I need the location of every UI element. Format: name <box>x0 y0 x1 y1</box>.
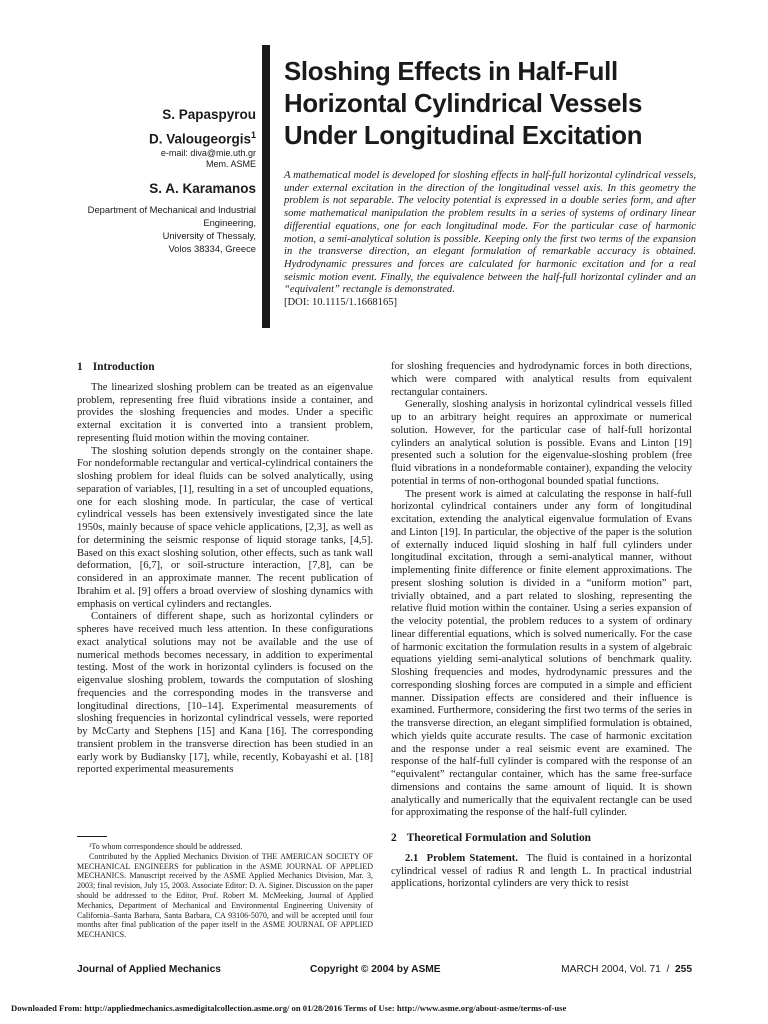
subsection-text: The fluid is contained in a horizontal cylindrical vessel of radius R and length L. In practical industrial applications, horizontal cylinders are very thick to resist <box>391 852 692 890</box>
footnote: Contributed by the Applied Mechanics Division of THE AMERICAN SOCIETY OF MECHANICAL ENGINEERS for publication in the ASME JOURNAL OF APPLIED MECHANICS. Manuscript received by the ASME Applied Mechanics Division, Mar. 3, 2003; final revision, July 15, 2003. Associate Editor: D. A. Siginer. Discussion on the paper should be addressed to the Editor, Prof. Robert M. McMeeking, Journal of Applied Mechanics, Department of Mechanical and Environmental Engineering University of California–Santa Barbara, Santa Barbara, CA 93106-5070, and will be accepted until four months after final publication of the paper itself in the ASME JOURNAL OF APPLIED MECHANICS. <box>77 851 373 940</box>
section-heading <box>391 832 692 845</box>
abstract <box>284 170 696 310</box>
footer-journal: Journal of Applied Mechanics <box>77 964 221 975</box>
paragraph: Containers of different shape, such as horizontal cylinders or spheres have received much less attention. In these configurations exact analytical solutions may not be available and the use of numerical methods becomes necessary, in addition to experimental testing. Most of the work in horizontal cylinders is focused on the eigenvalue sloshing problem, towards the computation of sloshing frequencies and the corresponding modes in the transverse and longitudinal directions, [10–14]. Experimental measurements of sloshing frequencies in horizontal cylindrical vessels, were reported by McCarty and Stephens [15] and Kana [16]. The corresponding transient problem in the transverse direction has been studied in an early work by Budiansky [17], while, recently, Kobayashi et al. [18] reported experimental measurements <box>77 611 373 776</box>
download-notice: Downloaded From: http://appliedmechanics.asmedigitalcollection.asme.org/ on 01/28/2016 Terms of Use: http://www.asme.org/about-asme/terms-of-use <box>11 1003 567 1013</box>
page-number: 255 <box>675 964 692 975</box>
column-right <box>391 361 692 891</box>
author-membership: Mem. ASME <box>205 158 256 169</box>
title-line: Sloshing Effects in Half-Full <box>284 58 618 86</box>
title-rule <box>262 45 270 328</box>
section-heading <box>77 361 373 374</box>
author-email: e-mail: diva@mie.uth.gr <box>160 147 256 158</box>
paragraph: for sloshing frequencies and hydrodynamic forces in both directions, which were compared with analytical results from equivalent rectangular containers. <box>391 361 692 398</box>
paragraph <box>391 853 692 891</box>
subsection-title: Problem Statement. <box>426 852 518 864</box>
subsection-number: 2.1 <box>405 852 419 864</box>
section-number: 1 <box>77 361 83 373</box>
title-line: Under Longitudinal Excitation <box>284 122 643 150</box>
footer-issue-text: MARCH 2004, Vol. 71 <box>561 964 661 975</box>
footnote: ¹To whom correspondence should be addressed. <box>89 842 243 851</box>
affiliation-line: Volos 38334, Greece <box>168 242 256 254</box>
paragraph: Generally, sloshing analysis in horizontal cylindrical vessels filled up to an arbitrary height requires an approximate or numerical solution. However, for the particular case of half-full horizontal cylinders an analytical solution is possible. Evans and Linton [19] presented such a solution for the eigenvalue-sloshing problem (free fluid vibrations in a nondeformable container), expanding the velocity potential in terms of non-orthogonal bounded spatial functions. <box>391 399 692 487</box>
affiliation <box>16 203 256 255</box>
title-line: Horizontal Cylindrical Vessels <box>284 90 643 118</box>
section-title: Introduction <box>92 361 155 373</box>
footer-copyright: Copyright © 2004 by ASME <box>310 964 441 975</box>
author-block <box>16 106 256 255</box>
paragraph: The linearized sloshing problem can be treated as an eigenvalue problem, representing free fluid vibrations inside a container, and provides the sloshing frequencies and modes. Under a specific external excitation it is converted into a transient problem, representing fluid motion within the moving container. <box>77 381 373 444</box>
affiliation-line: Engineering, <box>203 216 256 228</box>
column-left <box>77 361 373 777</box>
author-name-with-footnote <box>16 127 256 148</box>
doi: [DOI: 10.1115/1.1668165] <box>284 297 398 309</box>
author-footnote-mark: 1 <box>250 130 256 140</box>
author-name: S. Papaspyrou <box>162 107 256 122</box>
affiliation-line: University of Thessaly, <box>162 229 256 241</box>
paragraph: The sloshing solution depends strongly on the container shape. For nondeformable rectangular and vertical-cylindrical containers the sloshing problem for ideal fluids can be solved analytically, using separation of variables, [1], resulting in a set of uncoupled equations, one for each sloshing mode. In particular, the case of vertical cylindrical vessels has been extensively investigated since the late 1950s, mainly because of space vehicle applications, [2,3], as well as for determining the seismic response of liquid storage tanks, [4,5]. Based on this exact sloshing solution, other effects, such as tank wall deformation, [6,7], or soil-structure interaction, [7,8], can be considered in an approximate manner. The recent publication of Ibrahim et al. [9] offers a broad overview of sloshing dynamics with emphasis on vertical cylinders and rectangles. <box>77 445 373 610</box>
author-name: D. Valougeorgis <box>148 131 251 147</box>
paper-title <box>284 56 744 152</box>
footnote-rule <box>77 836 107 837</box>
paragraph: The present work is aimed at calculating the response in half-full horizontal cylindrical containers under any form of longitudinal excitation, extending the analytical eigenvalue formulation of Evans and Linton [19]. In particular, the objective of the paper is the solution of externally induced liquid sloshing in half full cylinders under longitudinal excitation, through a semi-analytical manner, without implementing finite difference or finite element approximations. The present sloshing solution is divided in a “uniform motion” part, trivially obtained, and a part related to sloshing, representing the relative fluid motion within the container. Using a series expansion of the velocity potential, the problem reduces to a system of ordinary linear differential equations, which is solved numerically. For the case of harmonic excitation the formulation results in a system of algebraic equations yielding semi-analytical solutions of benchmark quality. Sloshing frequencies and modes, hydrodynamic pressures and the corresponding sloshing forces are computed in a simple and efficient manner. Dissipation effects are considered and their influence is examined. Furthermore, considering the first two terms of the series in the transverse direction, an elegant simplified formulation is obtained, which yields quite accurate results. The case of harmonic excitation and the response under a real seismic event are examined. The response of the half-full cylinder is compared with the response of an “equivalent” rectangular container, which has the same free-surface dimensions and contains the same amount of liquid. It is shown analytically and numerically that the equivalent rectangle can be used for approximating the response of the half-full cylinder. <box>391 488 692 819</box>
author-name: S. A. Karamanos <box>149 180 256 196</box>
footnotes <box>77 842 373 940</box>
section-title: Theoretical Formulation and Solution <box>406 832 591 844</box>
footer-issue: MARCH 2004, Vol. 71 / 255 <box>561 964 692 975</box>
abstract-text: A mathematical model is developed for sloshing effects in half-full horizontal cylindrical vessels, under external excitation in the direction of the longitudinal vessel axis. In this geometry the problem is not separable. The velocity potential is expressed in a double series form, and after some mathematical manipulation the problem results in a series of systems of ordinary linear differential equations, one for each longitudinal mode. For the particular case of harmonic motion, a semi-analytical solution is possible. Keeping only the first two terms of the expansion in the transverse direction, an elegant formulation of remarkable accuracy is obtained. Hydrodynamic pressures and forces are calculated for harmonic excitation and for a real seismic motion event. Finally, the equivalence between the half-full horizontal cylinder and an “equivalent” rectangle is demonstrated. <box>284 170 696 296</box>
section-number: 2 <box>391 832 397 844</box>
affiliation-line: Department of Mechanical and Industrial <box>87 203 256 215</box>
